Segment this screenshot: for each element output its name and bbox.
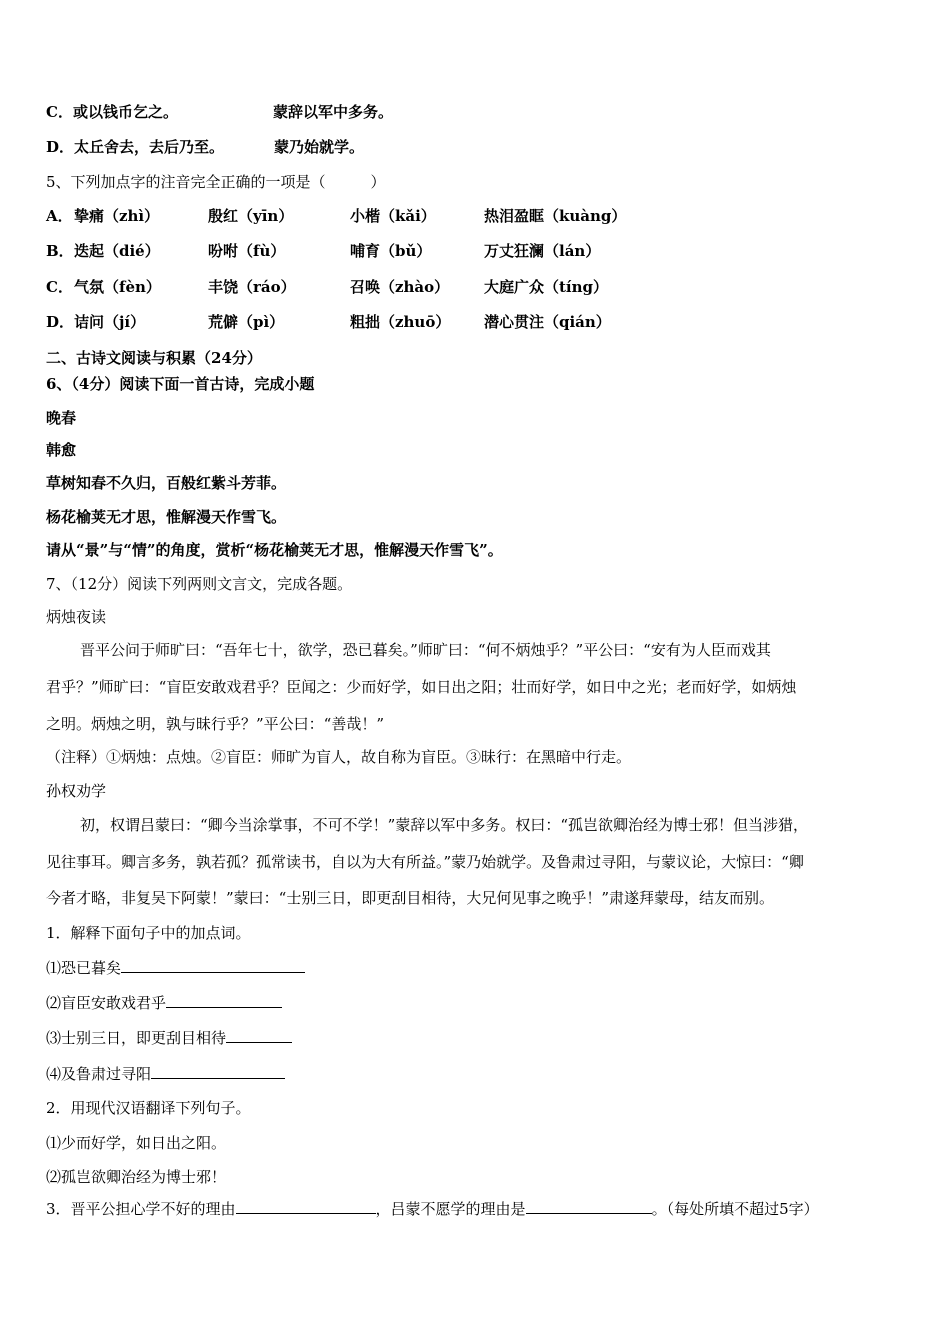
fill-item bbox=[46, 1064, 285, 1084]
option-item: 诘问（jí） bbox=[74, 313, 146, 331]
option-item: 荒僻（pì） bbox=[208, 313, 285, 331]
sub-question-stem: 1．解释下面句子中的加点词。 bbox=[46, 924, 251, 942]
passage-title: 炳烛夜读 bbox=[46, 608, 107, 626]
passage-text: 君乎？”师旷曰：“盲臣安敢戏君乎？臣闻之：少而好学，如日出之阳；壮而好学，如日中之光；老而好学，如炳烛 bbox=[46, 678, 797, 696]
sub-question-3 bbox=[46, 1199, 819, 1219]
poem-line: 草树知春不久归，百般红紫斗芳菲。 bbox=[46, 474, 287, 492]
translate-item: ⑴少而好学，如日出之阳。 bbox=[46, 1134, 227, 1152]
fill-item-text: ⑵盲臣安敢戏君乎 bbox=[46, 994, 167, 1012]
option-item: 召唤（zhào） bbox=[350, 278, 450, 296]
passage-text: 晋平公问于师旷曰：“吾年七十，欲学，恐已暮矣。”师旷曰：“何不炳烛乎？”平公曰：“安有为人臣而戏其 bbox=[80, 641, 771, 659]
fill-item bbox=[46, 993, 282, 1013]
option-label: C． bbox=[46, 103, 73, 121]
passage-text: 今者才略，非复吴下阿蒙！”蒙曰：“士别三日，即更刮目相待，大兄何见事之晚乎！”肃遂拜蒙母，结友而别。 bbox=[46, 889, 775, 907]
fill-item bbox=[46, 1028, 292, 1048]
fill-item-text: ⑷及鲁肃过寻阳 bbox=[46, 1065, 152, 1083]
fill-item-text: ⑶士别三日，即更刮目相待 bbox=[46, 1029, 227, 1047]
q4-option-c bbox=[46, 102, 393, 122]
q5-stem: 5、下列加点字的注音完全正确的一项是（ ） bbox=[46, 173, 386, 191]
sub-question-text: 3．晋平公担心学不好的理由 bbox=[46, 1200, 236, 1218]
option-label: D． bbox=[46, 313, 75, 331]
option-item: 粗拙（zhuō） bbox=[350, 313, 451, 331]
passage-text: 初，权谓吕蒙曰：“卿今当涂掌事，不可不学！”蒙辞以军中多务。权曰：“孤岂欲卿治经为博士邪！但当涉猎， bbox=[80, 816, 809, 834]
option-item: 气氛（fèn） bbox=[74, 278, 161, 296]
fill-item-text: ⑴恐已暮矣 bbox=[46, 959, 122, 977]
option-text: 或以钱币乞之。 bbox=[72, 103, 178, 121]
q7-stem: 7、（12分）阅读下列两则文言文，完成各题。 bbox=[46, 575, 353, 593]
option-text: 蒙辞以军中多务。 bbox=[272, 103, 393, 121]
answer-blank[interactable] bbox=[526, 1199, 652, 1214]
option-label: C． bbox=[46, 278, 73, 296]
poem-title: 晚春 bbox=[46, 409, 77, 427]
option-item: 迭起（dié） bbox=[74, 242, 160, 260]
passage-title: 孙权劝学 bbox=[46, 782, 107, 800]
section-heading: 二、古诗文阅读与积累（24分） bbox=[46, 349, 262, 367]
passage-note: （注释）①炳烛：点烛。②盲臣：师旷为盲人，故自称为盲臣。③昧行：在黑暗中行走。 bbox=[46, 748, 632, 766]
fill-item bbox=[46, 958, 305, 978]
answer-blank[interactable] bbox=[151, 1064, 285, 1079]
option-item: 挚痛（zhì） bbox=[74, 207, 160, 225]
q4-option-d bbox=[46, 137, 364, 157]
poem-line: 杨花榆荚无才思，惟解漫天作雪飞。 bbox=[46, 508, 287, 526]
option-item: 丰饶（ráo） bbox=[208, 278, 296, 296]
sub-question-text: ，吕蒙不愿学的理由是 bbox=[375, 1200, 526, 1218]
q5-option-a bbox=[46, 206, 626, 226]
q5-option-c bbox=[46, 277, 608, 297]
option-item: 殷红（yīn） bbox=[208, 207, 294, 225]
translate-item: ⑵孤岂欲卿治经为博士邪！ bbox=[46, 1168, 227, 1186]
option-item: 小楷（kǎi） bbox=[350, 207, 436, 225]
passage-text: 之明。炳烛之明，孰与昧行乎？”平公曰：“善哉！” bbox=[46, 715, 385, 733]
answer-blank[interactable] bbox=[166, 993, 282, 1008]
option-label: B． bbox=[46, 242, 74, 260]
option-label: A． bbox=[46, 207, 73, 225]
q5-option-d bbox=[46, 312, 611, 332]
answer-blank[interactable] bbox=[226, 1028, 292, 1043]
answer-blank[interactable] bbox=[236, 1199, 376, 1214]
option-text: 太丘舍去，去后乃至。 bbox=[74, 138, 225, 156]
option-item: 万丈狂澜（lán） bbox=[484, 242, 601, 260]
q5-option-b bbox=[46, 241, 600, 261]
option-text: 蒙乃始就学。 bbox=[274, 138, 365, 156]
option-item: 哺育（bǔ） bbox=[350, 242, 432, 260]
option-item: 吩咐（fù） bbox=[208, 242, 286, 260]
option-item: 潜心贯注（qián） bbox=[484, 313, 611, 331]
sub-question-stem: 2．用现代汉语翻译下列句子。 bbox=[46, 1099, 251, 1117]
answer-blank[interactable] bbox=[121, 958, 305, 973]
q6-stem: 6、（4分）阅读下面一首古诗，完成小题 bbox=[46, 375, 315, 393]
passage-text: 见往事耳。卿言多务，孰若孤？孤常读书，自以为大有所益。”蒙乃始就学。及鲁肃过寻阳，与蒙议论，大惊曰：“卿 bbox=[46, 853, 804, 871]
option-item: 热泪盈眶（kuàng） bbox=[484, 207, 627, 225]
poem-author: 韩愈 bbox=[46, 441, 77, 459]
option-label: D． bbox=[46, 138, 75, 156]
sub-question-text: 。（每处所填不超过5字） bbox=[651, 1200, 819, 1218]
option-item: 大庭广众（tíng） bbox=[484, 278, 609, 296]
q6-question: 请从“景”与“情”的角度，赏析“杨花榆荚无才思，惟解漫天作雪飞”。 bbox=[46, 541, 503, 559]
